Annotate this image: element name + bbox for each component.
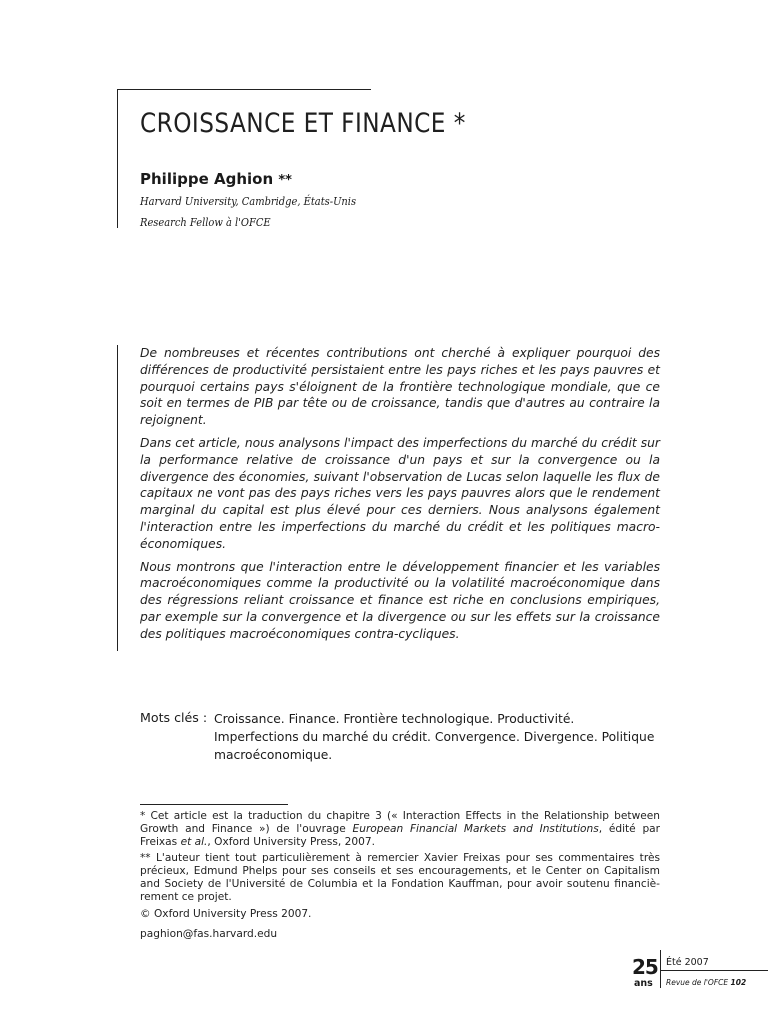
copyright-line: © Oxford University Press 2007. — [140, 907, 312, 920]
journal-line — [666, 978, 746, 987]
article-title: CROISSANCE ET FINANCE * — [140, 108, 466, 139]
affiliation-1: Harvard University, Cambridge, États-Unis — [140, 194, 357, 208]
author-email: paghion@fas.harvard.edu — [140, 928, 278, 941]
keywords-label-line — [140, 710, 207, 725]
footnote-1-text-c: , Oxford University Press, 2007. — [207, 835, 375, 848]
journal-issue-number: 102 — [730, 978, 747, 987]
abstract-rule-vertical — [117, 345, 118, 651]
keywords-separator: : — [202, 710, 208, 725]
abstract-paragraph-1: De nombreuses et récentes contributions ont cherché à expliquer pourquoi des différences de productivité persistaient entre les pays riches et les pays pauvres et pourquoi certains pays s'éloignent de la frontière technologique mondiale, que ce soit en termes de PIB par tête ou de croissance, tandis que d'autres au contraire la rejoignent. — [140, 346, 660, 428]
footnotes — [140, 810, 660, 945]
footnote-1-etal: et al. — [180, 835, 208, 848]
author-footnote-mark: ** — [278, 173, 292, 188]
badge-divider-vertical — [660, 950, 661, 988]
footnote-1-text-a: * Cet article est la traduction du chapitre 3 (« Interaction Effects in the Relationship between Growth and Finance ») de l'ouvrage — [140, 810, 660, 835]
anniversary-number: 25 — [632, 955, 658, 979]
abstract-paragraph-2: Dans cet article, nous analysons l'impact des imperfections du marché du crédit sur la performance relative de croissance d'un pays et sur la convergence ou la divergence des économies, suivant l'observation de Lucas selon laquelle les flux de capitaux ne vont pas des pays riches vers les pays pauvres alors que le rendement marginal du capital est plus élevé pour ces derniers. Nous analysons également l'interaction entre les imperfections du marché du crédit et les politiques macro-économiques. — [140, 435, 660, 551]
author-line — [140, 170, 292, 188]
abstract-paragraph-3: Nous montrons que l'interaction entre le développement financier et les variables macroéconomiques comme la productivité ou la volatilité macroéconomique dans des régressions reliant croissance et finance est riche en conclusions empiriques, par exemple sur la convergence et la divergence ou sur les effets sur la croissance des politiques macroéconomiques contra-cycliques. — [140, 559, 660, 641]
footnote-1-book-title: European Financial Markets and Institutions — [352, 822, 599, 835]
footnote-1 — [140, 810, 660, 848]
issue-season: Été 2007 — [666, 957, 709, 968]
header-rule-vertical — [117, 89, 118, 228]
affiliation-2: Research Fellow à l'OFCE — [140, 215, 271, 229]
keywords-text: Croissance. Finance. Frontière technologique. Productivité. Imperfections du marché du crédit. Convergence. Divergence. Politique macroéconomique. — [214, 712, 655, 762]
anniversary-ans: ans — [634, 978, 653, 989]
keywords-label: Mots clés — [140, 710, 199, 725]
badge-divider-horizontal — [660, 970, 768, 971]
author-name: Philippe Aghion — [140, 170, 274, 188]
journal-name: Revue de l'OFCE — [666, 978, 729, 987]
footnote-separator — [140, 804, 288, 805]
footnote-1-text-b: , édité par Freixas — [140, 822, 661, 848]
abstract — [140, 345, 660, 649]
footnote-2: ** L'auteur tient tout particulièrement à remercier Xavier Freixas pour ses commentaires très précieux, Edmund Phelps pour ses conseils et ses encouragements, et le Center on Capitalism and Society de l'Université de Columbia et la Fondation Kauffman, pour avoir soutenu financiè-rement ce projet. — [140, 852, 660, 903]
header-rule-horizontal — [117, 89, 371, 90]
